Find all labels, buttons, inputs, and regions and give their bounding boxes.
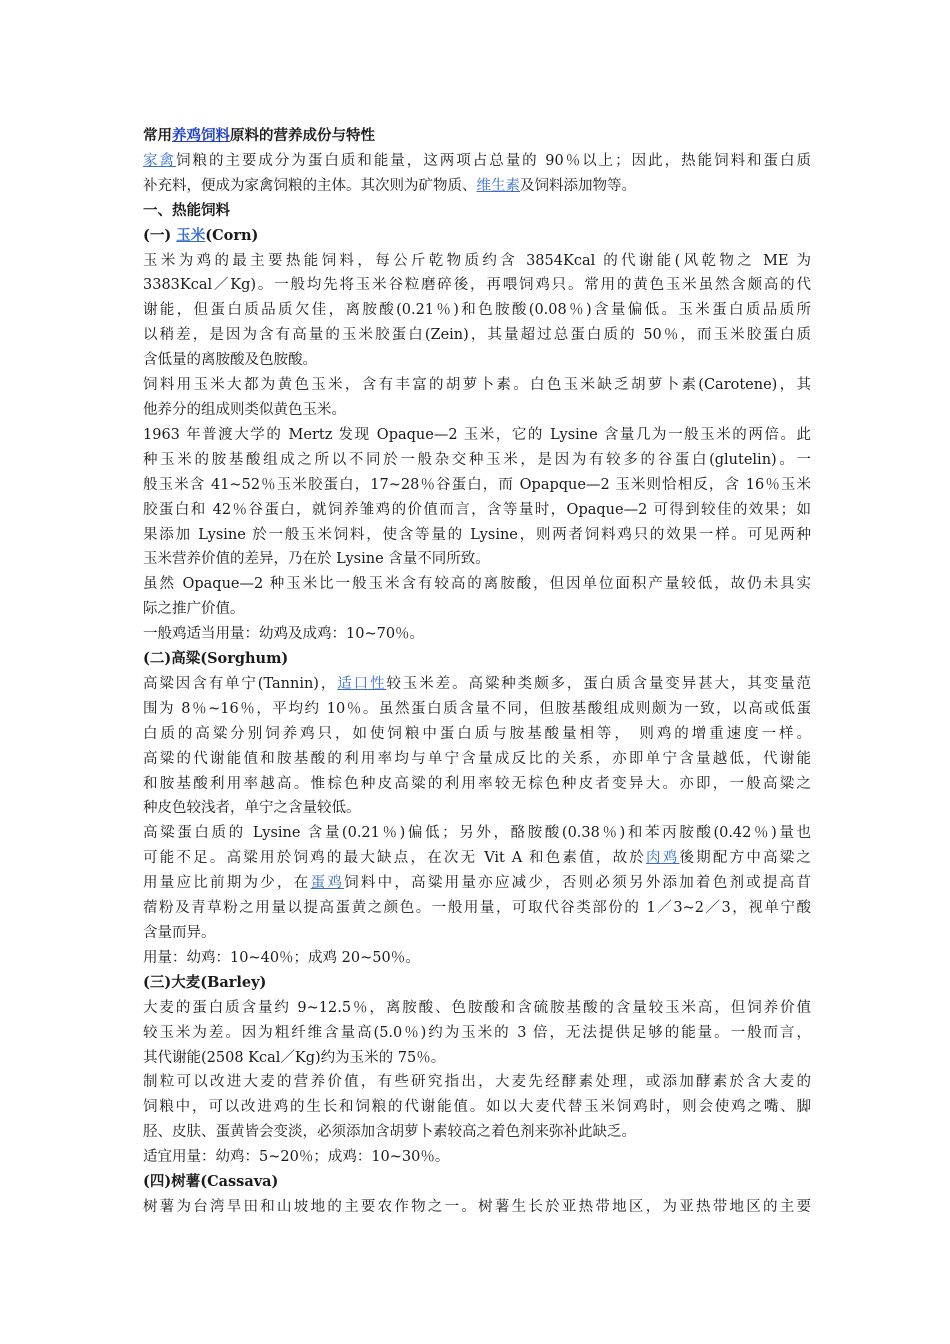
corn-line: 果添加 Lysine 於一般玉米饲料，使含等量的 Lysine，则两者饲料鸡只的效果一样。可见两种 [143, 526, 811, 543]
document-title [143, 124, 811, 149]
sorghum-line: 可能不足。高粱用於饲鸡的最大缺点，在次无 Vit A 和色素值，故於肉鸡後期配方中高粱之 [143, 850, 811, 867]
subsection-heading-barley: (三)大麦(Barley) [143, 973, 267, 991]
link-corn[interactable]: 玉米 [176, 226, 206, 244]
corn-line: 1963 年普渡大学的 Mertz 发现 Opaque—2 玉米，它的 Lysine 含量几为一般玉米的两倍。此 [143, 426, 811, 443]
corn-line: 以稍差，是因为含有高量的玉米胶蛋白(Zein)，其量超过总蛋白质的 50％，而玉米胶蛋白质 [143, 327, 811, 344]
sorghum-line: 用量应比前期为少，在蛋鸡饲料中，高粱用量亦应减少，否则必须另外添加着色剂或提高苜 [143, 875, 812, 892]
sorghum-line: 用量：幼鸡：10~40％；成鸡 20~50％。 [143, 949, 420, 966]
barley-line: 饲粮中，可以改进鸡的生长和饲粮的代谢能值。如以大麦代替玉米饲鸡时，则会使鸡之嘴、脚 [143, 1099, 811, 1116]
barley-line: 适宜用量：幼鸡：5~20％；成鸡：10~30％。 [143, 1149, 450, 1166]
corn-line: 玉米为鸡的最主要热能饲料，每公斤乾物质约含 3854Kcal 的代谢能(风乾物之 ME 为 [143, 252, 811, 269]
title-link-chicken-feed[interactable]: 养鸡饲料 [172, 127, 230, 144]
sorghum-line: 高粱因含有单宁(Tannin)，适口性较玉米差。高粱种类颇多，蛋白质含量变异甚大，其变量范 [143, 675, 811, 692]
link-vitamin[interactable]: 维生素 [476, 177, 520, 194]
document-page [143, 124, 811, 1220]
corn-line: 他养分的组成则类似黄色玉米。 [143, 401, 346, 418]
barley-line: 胫、皮肤、蛋黄皆会变淡，必须添加含胡萝卜素较高之着色剂来弥补此缺乏。 [143, 1124, 636, 1141]
intro-line-2: 补充料，便成为家禽饲粮的主体。其次则为矿物质、维生素及饲料添加物等。 [143, 177, 636, 194]
sorghum-line: 围为 8％~16％，平均约 10％。虽然蛋白质含量不同，但胺基酸组成则颇为一致，以高或低蛋 [143, 700, 811, 717]
corn-line: 胶蛋白和 42％谷蛋白，就饲养雏鸡的价值而言，含等量时，Opaque—2 可得到较佳的效果；如 [143, 501, 811, 518]
link-poultry[interactable]: 家禽 [143, 152, 176, 169]
corn-line: 谢能，但蛋白质品质欠佳，离胺酸(0.21％)和色胺酸(0.08％)含量偏低。玉米蛋白质品质所 [143, 302, 811, 319]
subsection-heading-sorghum: (二)高粱(Sorghum) [143, 650, 289, 668]
sorghum-line: 白质的高粱分别饲养鸡只，如使饲粮中蛋白质与胺基酸量相等， 则鸡的增重速度一样。 [143, 725, 811, 742]
barley-line: 其代谢能(2508 Kcal／Kg)约为玉米的 75％。 [143, 1049, 446, 1066]
corn-line: 种玉米的胺基酸组成之所以不同於一般杂交种玉米，是因为有较多的谷蛋白(glutelin)。一 [143, 451, 811, 468]
link-layer-hen[interactable]: 蛋鸡 [310, 875, 345, 892]
sorghum-line: 含量而异。 [143, 925, 216, 941]
title-suffix: 原料的营养成份与特性 [230, 127, 375, 144]
barley-line: 大麦的蛋白质含量约 9~12.5％，离胺酸、色胺酸和含硫胺基酸的含量较玉米高，但饲养价值 [143, 999, 811, 1016]
sorghum-line: 高粱的代谢能值和胺基酸的利用率均与单宁含量成反比的关系，亦即单宁含量越低，代谢能 [143, 750, 811, 767]
section-heading-energy-feed: 一、热能饲料 [143, 201, 230, 219]
title-prefix: 常用 [143, 127, 172, 144]
barley-line: 制粒可以改进大麦的营养价值，有些研究指出，大麦先经酵素处理，或添加酵素於含大麦的 [143, 1074, 811, 1091]
sorghum-line: 蓿粉及青草粉之用量以提高蛋黄之颜色。一般用量，可取代谷类部份的 1／3~2／3，视单宁酸 [143, 900, 811, 917]
subsection-heading-cassava: (四)树薯(Cassava) [143, 1173, 279, 1191]
sorghum-line: 和胺基酸利用率越高。惟棕色种皮高粱的利用率较无棕色种皮者变异大。亦即，一般高粱之 [143, 775, 811, 792]
barley-line: 较玉米为差。因为粗纤维含量高(5.0％)约为玉米的 3 倍，无法提供足够的能量。一般而言， [143, 1024, 811, 1041]
corn-line: 虽然 Opaque—2 种玉米比一般玉米含有较高的离胺酸，但因单位面积产量较低，故仍未具实 [143, 576, 811, 593]
link-broiler[interactable]: 肉鸡 [646, 850, 680, 867]
intro-line-1: 家禽饲粮的主要成分为蛋白质和能量，这两项占总量的 90％以上；因此，热能饲料和蛋白质 [143, 152, 812, 169]
corn-line: 际之推广价值。 [143, 601, 245, 618]
link-palatability[interactable]: 适口性 [337, 675, 387, 692]
corn-line: 饲料用玉米大都为黄色玉米，含有丰富的胡萝卜素。白色玉米缺乏胡萝卜素(Carotene)，其 [143, 377, 811, 394]
corn-line: 一般鸡适当用量：幼鸡及成鸡：10~70％。 [143, 626, 425, 643]
sorghum-line: 高粱蛋白质的 Lysine 含量(0.21％)偏低；另外，酪胺酸(0.38％)和苯丙胺酸(0.42％)量也 [143, 825, 811, 842]
corn-line: 玉米营养价值的差异，乃在於 Lysine 含量不同所致。 [143, 551, 490, 568]
cassava-line: 树薯为台湾旱田和山坡地的主要农作物之一。树薯生长於亚热带地区，为亚热带地区的主要 [143, 1198, 811, 1215]
sorghum-line: 种皮色较浅者，单宁之含量较低。 [143, 800, 361, 817]
subsection-heading-corn: (一) 玉米(Corn) [143, 226, 259, 244]
corn-line: 3383Kcal／Kg)。一般均先将玉米谷粒磨碎後，再喂饲鸡只。常用的黄色玉米虽然含颇高的代 [143, 277, 811, 294]
corn-line: 般玉米含 41~52％玉米胶蛋白，17~28％谷蛋白，而 Opapque—2 玉米则恰相反，含 16％玉米 [143, 476, 811, 493]
corn-line: 含低量的离胺酸及色胺酸。 [143, 352, 317, 369]
